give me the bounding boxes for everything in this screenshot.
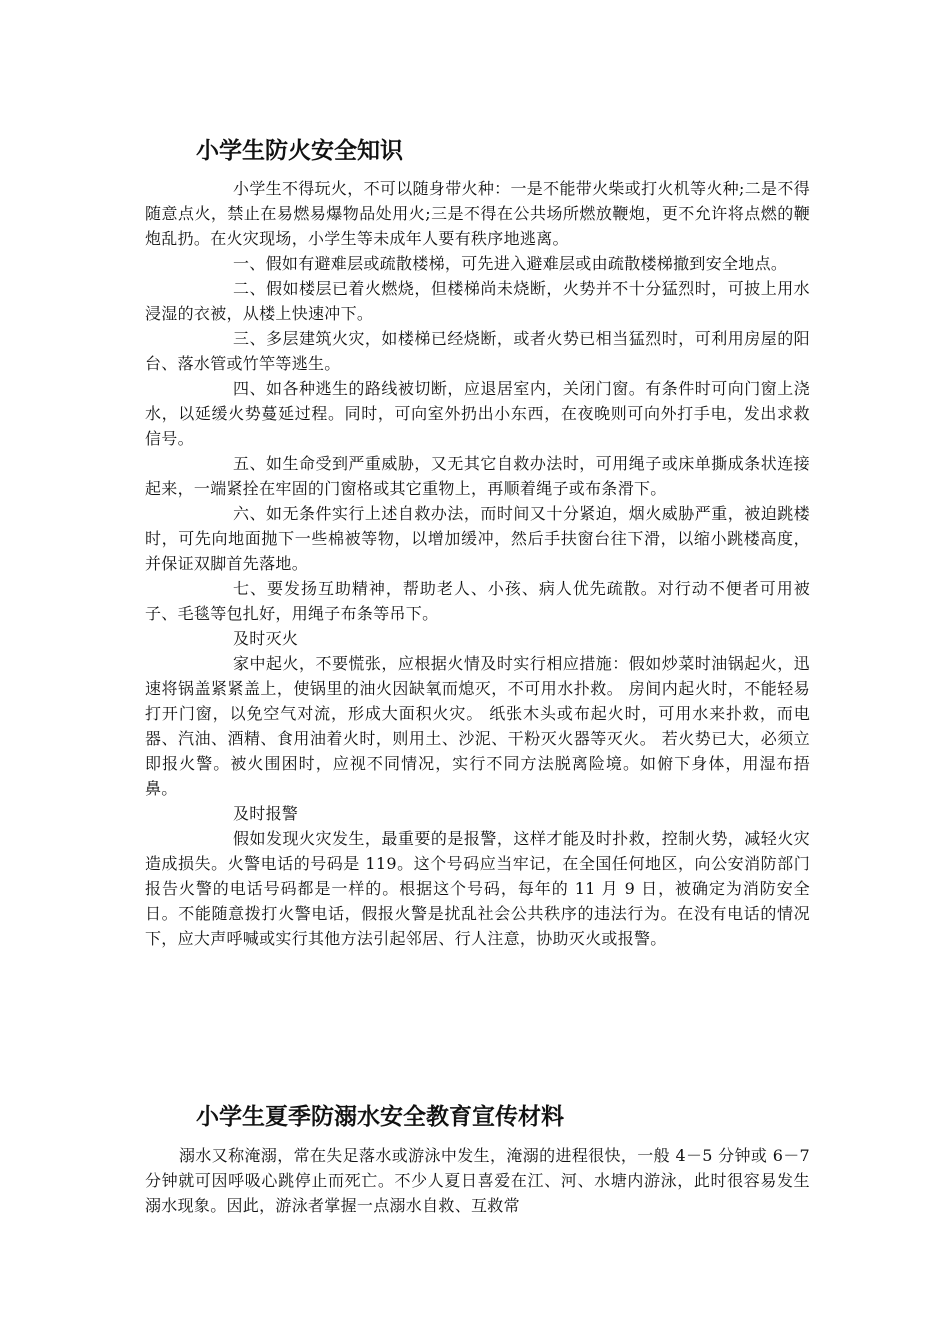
escape-step-1: 一、假如有避难层或疏散楼梯，可先进入避难层或由疏散楼梯撤到安全地点。 [233,254,788,273]
extinguish-text: 家中起火，不要慌张，应根据火情及时实行相应措施：假如炒菜时油锅起火，迅速将锅盖紧紧盖上，使锅里的油火因缺氧而熄灭，不可用水扑救。 房间内起火时，不能轻易打开门窗，以免空气对流，形成大面积火灾。 纸张木头或布起火时，可用水来扑救，而电器、汽油、酒精、食用油着火时，则用土、沙泥、干粉灭火器等灭火。 若火势已大，必须立即报火警。被火围困时，应视不同情况，实行不同方法脱离险境。如俯下身体，用湿布捂鼻。 [145,654,810,798]
report-text: 假如发现火灾发生，最重要的是报警，这样才能及时扑救，控制火势，减轻火灾造成损失。火警电话的号码是 119。这个号码应当牢记，在全国任何地区，向公安消防部门报告火警的电话号码都是一样的。根据这个号码，每年的 11 月 9 日，被确定为消防安全日。不能随意拨打火警电话，假报火警是扰乱社会公共秩序的违法行为。在没有电话的情况下，应大声呼喊或实行其他方法引起邻居、行人注意，协助灭火或报警。 [145,829,810,948]
drowning-safety-body [145,1143,810,1218]
escape-step-2: 二、假如楼层已着火燃烧，但楼梯尚未烧断，火势并不十分猛烈时，可披上用水浸湿的衣被，从楼上快速冲下。 [145,279,810,323]
escape-step-6: 六、如无条件实行上述自救办法，而时间又十分紧迫，烟火威胁严重，被迫跳楼时，可先向地面抛下一些棉被等物，以增加缓冲，然后手扶窗台往下滑，以缩小跳楼高度，并保证双脚首先落地。 [145,504,810,573]
escape-step-7: 七、要发扬互助精神，帮助老人、小孩、病人优先疏散。对行动不便者可用被子、毛毯等包扎好，用绳子布条等吊下。 [145,579,810,623]
fire-safety-title: 小学生防火安全知识 [196,138,403,164]
escape-step-4: 四、如各种逃生的路线被切断，应退居室内，关闭门窗。有条件时可向门窗上浇水，以延缓火势蔓延过程。同时，可向室外扔出小东西，在夜晚则可向外打手电，发出求救信号。 [145,379,810,448]
drowning-intro: 溺水又称淹溺，常在失足落水或游泳中发生，淹溺的进程很快，一般 4－5 分钟或 6－7 分钟就可因呼吸心跳停止而死亡。不少人夏日喜爱在江、河、水塘内游泳，此时很容易发生溺水现象。因此，游泳者掌握一点溺水自救、互救常 [145,1146,810,1215]
escape-step-3: 三、多层建筑火灾，如楼梯已经烧断，或者火势已相当猛烈时，可利用房屋的阳台、落水管或竹竿等逃生。 [145,329,810,373]
extinguish-heading: 及时灭火 [233,629,299,648]
fire-safety-body [145,176,810,951]
fire-safety-intro: 小学生不得玩火，不可以随身带火种：一是不能带火柴或打火机等火种;二是不得随意点火，禁止在易燃易爆物品处用火;三是不得在公共场所燃放鞭炮，更不允许将点燃的鞭炮乱扔。在火灾现场，小学生等未成年人要有秩序地逃离。 [145,179,810,248]
drowning-safety-title: 小学生夏季防溺水安全教育宣传材料 [196,1104,564,1130]
escape-step-5: 五、如生命受到严重威胁，又无其它自救办法时，可用绳子或床单撕成条状连接起来，一端紧拴在牢固的门窗格或其它重物上，再顺着绳子或布条滑下。 [145,454,810,498]
report-heading: 及时报警 [233,804,299,823]
